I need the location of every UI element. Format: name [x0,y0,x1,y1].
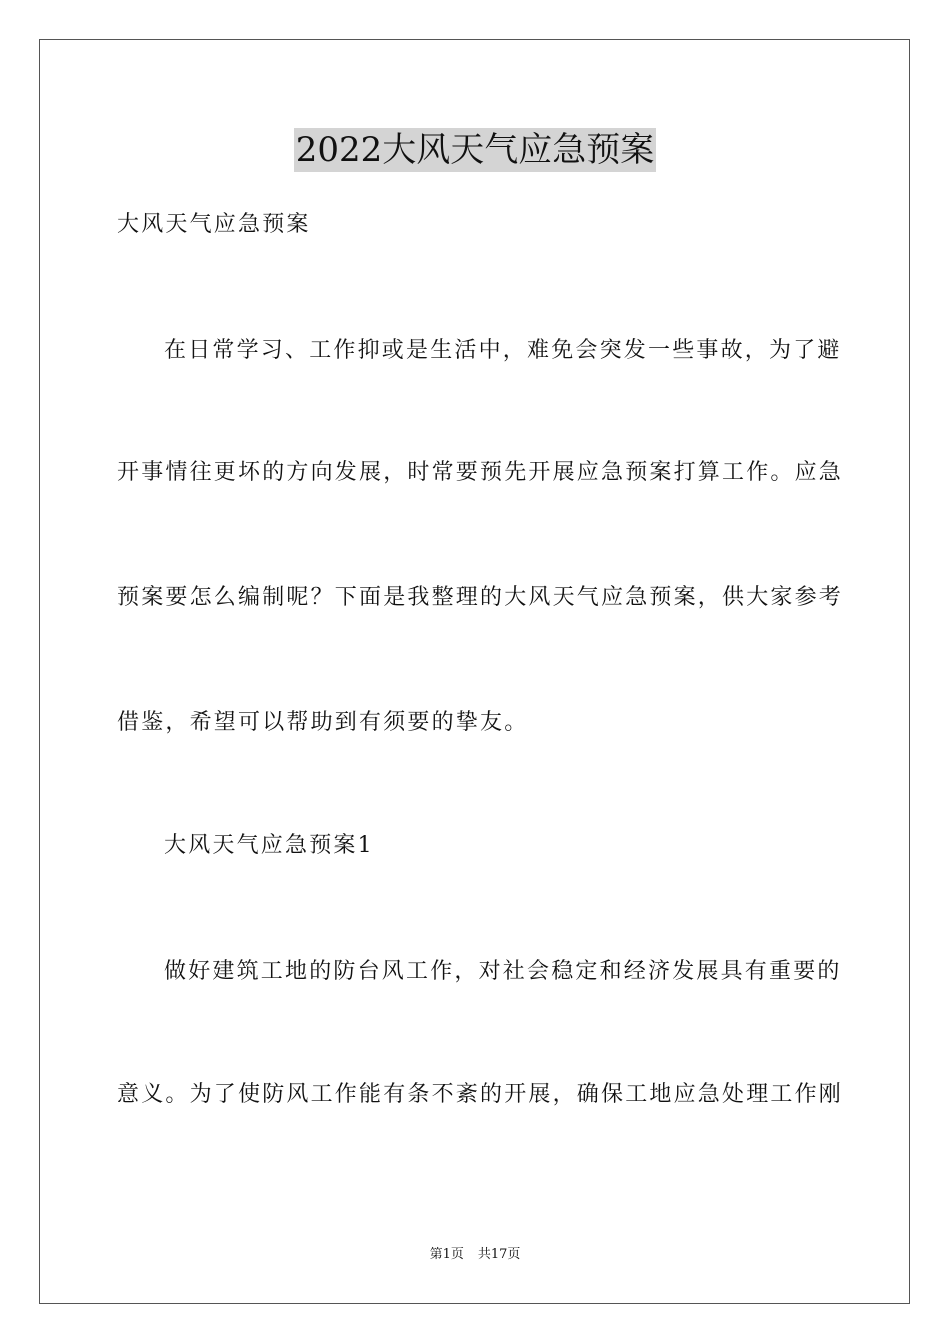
page-footer [0,1246,950,1264]
section-heading: 大风天气应急预案1 [164,833,374,858]
document-subtitle: 大风天气应急预案 [117,212,311,237]
paragraph-line: 预案要怎么编制呢？下面是我整理的大风天气应急预案，供大家参考 [117,585,844,610]
paragraph-line: 做好建筑工地的防台风工作，对社会稳定和经济发展具有重要的 [164,959,842,984]
paragraph-line: 在日常学习、工作抑或是生活中，难免会突发一些事故，为了避 [164,338,842,363]
page-number: 第1页 [429,1247,464,1262]
document-title: 2022大风天气应急预案 [295,130,655,170]
title-container [0,128,950,172]
page-total: 共17页 [477,1247,521,1262]
paragraph-line: 开事情往更坏的方向发展，时常要预先开展应急预案打算工作。应急 [117,460,844,485]
paragraph-line: 意义。为了使防风工作能有条不紊的开展，确保工地应急处理工作刚 [117,1082,844,1107]
paragraph-line: 借鉴，希望可以帮助到有须要的挚友。 [117,710,529,735]
